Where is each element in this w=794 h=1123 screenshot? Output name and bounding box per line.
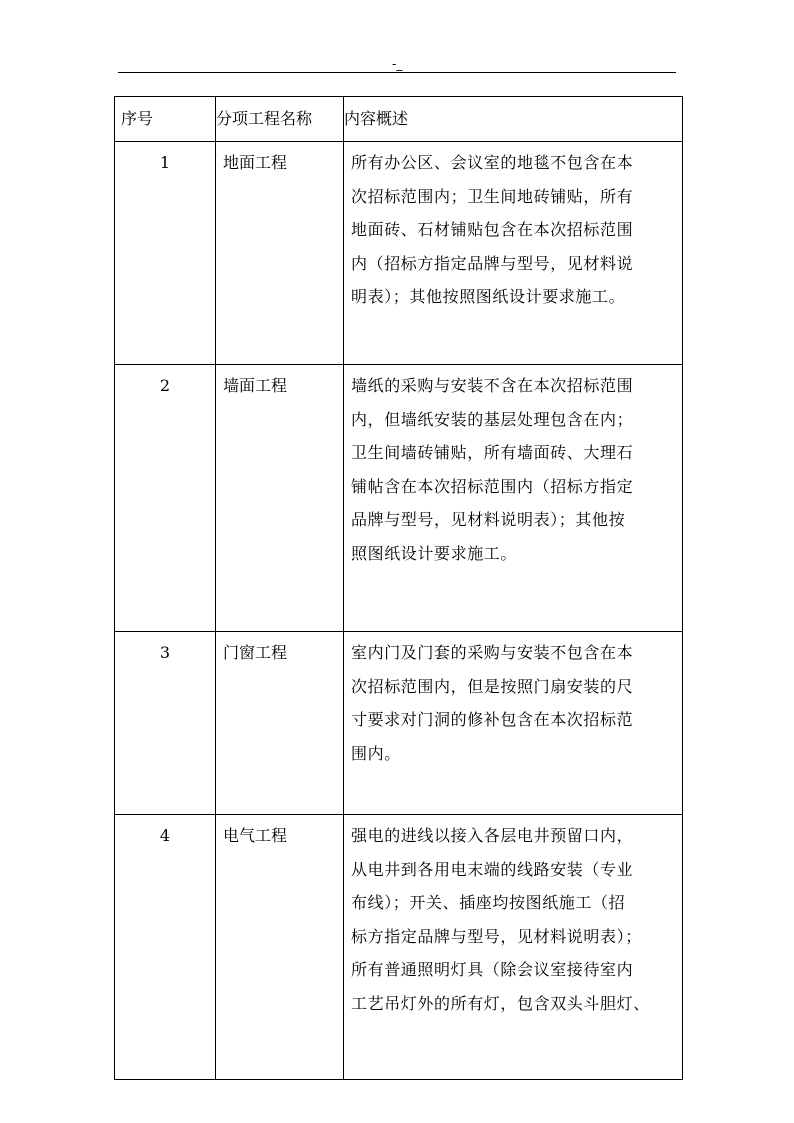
- description-line: 标方指定品牌与型号，见材料说明表）；: [351, 926, 642, 946]
- column-header-number: 序号: [115, 97, 216, 142]
- row-number: 3: [115, 632, 216, 815]
- description-line: 工艺吊灯外的所有灯，包含双头斗胆灯、: [351, 993, 650, 1013]
- row-number: 4: [115, 815, 216, 1080]
- description-line: 次招标范围内，但是按照门扇安装的尺: [351, 676, 634, 696]
- description-line: 铺帖含在本次招标范围内（招标方指定: [351, 476, 634, 496]
- row-item-name: 地面工程: [216, 142, 344, 365]
- description-line: 从电井到各用电末端的线路安装（专业: [351, 859, 634, 879]
- description-line: 所有办公区、会议室的地毯不包含在本: [351, 153, 634, 172]
- row-number: 1: [115, 142, 216, 365]
- scope-table: [114, 96, 683, 1080]
- description-line: 强电的进线以接入各层电井预留口内，: [351, 826, 634, 845]
- description-line: 品牌与型号，见材料说明表）；其他按: [351, 510, 626, 529]
- page-header-mark: -_: [392, 57, 403, 71]
- description-line: 寸要求对门洞的修补包含在本次招标范: [351, 710, 634, 729]
- description-line: 次招标范围内；卫生间地砖铺贴，所有: [351, 186, 634, 206]
- row-item-name: 电气工程: [216, 815, 344, 1080]
- column-header-description: 内容概述: [344, 97, 683, 142]
- description-line: 室内门及门套的采购与安装不包含在本: [351, 643, 634, 662]
- row-item-name: 墙面工程: [216, 365, 344, 632]
- table-row: [115, 632, 683, 815]
- description-line: 所有普通照明灯具（除会议室接待室内: [351, 960, 634, 979]
- description-line: 明表）；其他按照图纸设计要求施工。: [351, 287, 626, 306]
- table-row: [115, 365, 683, 632]
- column-header-item-name: 分项工程名称: [216, 97, 344, 142]
- description-line: 墙纸的采购与安装不含在本次招标范围: [351, 376, 634, 395]
- row-item-name: 门窗工程: [216, 632, 344, 815]
- description-line: 卫生间墙砖铺贴，所有墙面砖、大理石: [351, 443, 634, 462]
- row-description: [344, 815, 683, 1080]
- description-line: 围内。: [351, 743, 401, 763]
- description-line: 内（招标方指定品牌与型号，见材料说: [351, 253, 634, 273]
- description-line: 地面砖、石材铺贴包含在本次招标范围: [351, 220, 634, 239]
- description-line: 照图纸设计要求施工。: [351, 543, 518, 563]
- table-row: [115, 142, 683, 365]
- row-number: 2: [115, 365, 216, 632]
- table-header-row: [115, 97, 683, 142]
- row-description: [344, 365, 683, 632]
- table-row: [115, 815, 683, 1080]
- description-line: 内，但墙纸安装的基层处理包含在内；: [351, 409, 634, 429]
- description-line: 布线）；开关、插座均按图纸施工（招: [351, 893, 626, 912]
- header-rule: [118, 72, 676, 73]
- row-description: [344, 632, 683, 815]
- row-description: [344, 142, 683, 365]
